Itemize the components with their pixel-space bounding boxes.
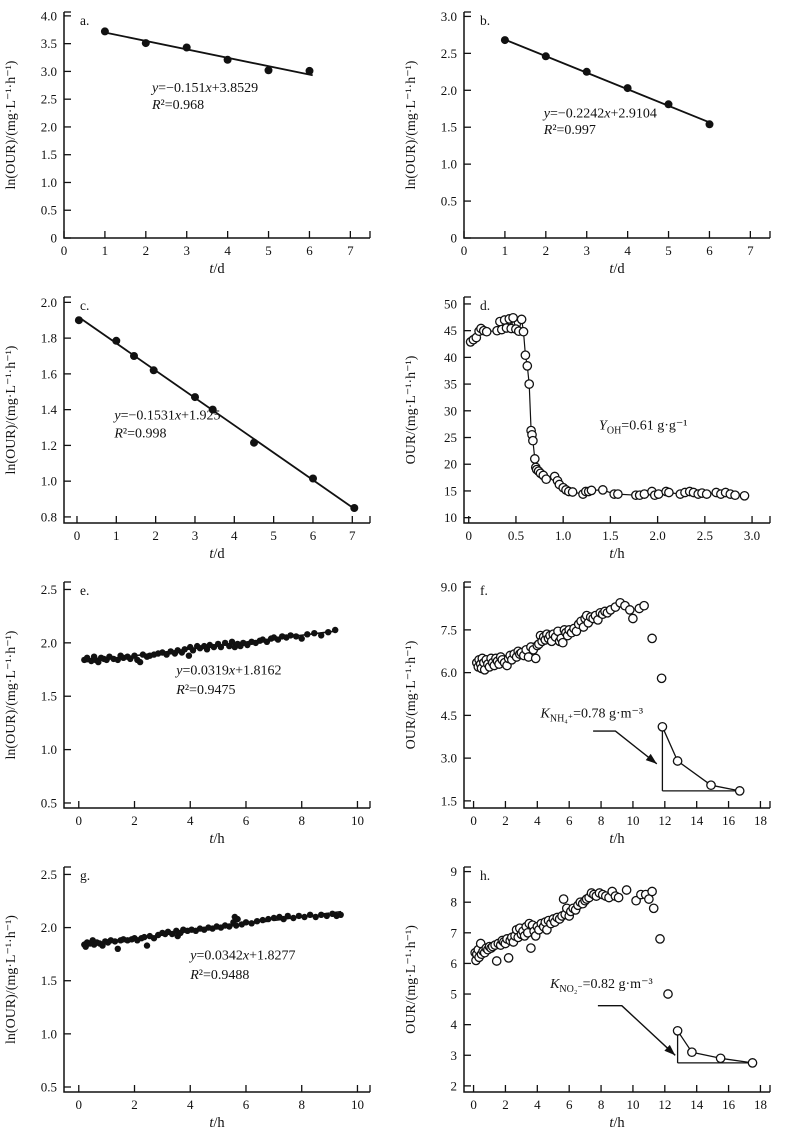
x-tick-label: 1.0: [555, 528, 572, 543]
data-point: [144, 942, 150, 948]
x-tick-label: 6: [565, 1097, 573, 1112]
y-tick-label: 30: [444, 403, 457, 419]
data-point: [318, 632, 324, 638]
annotation-text: R²=0.968: [151, 98, 205, 114]
data-point: [296, 913, 302, 919]
y-tick-label: 6: [450, 955, 457, 971]
y-tick-label: 9.0: [440, 579, 457, 595]
y-tick-label: 1.5: [40, 147, 57, 163]
y-tick-label: 1.0: [40, 1026, 57, 1042]
x-axis-label: t/d: [609, 261, 625, 277]
data-point: [301, 914, 307, 920]
data-points: [101, 27, 314, 75]
x-axis-label: t/h: [209, 831, 225, 847]
annotation-text: y=0.0319x+1.8162: [176, 663, 282, 679]
x-tick-label: 0: [460, 243, 468, 258]
x-tick-label: 4: [534, 813, 541, 828]
x-tick-label: 7: [349, 528, 356, 543]
y-tick-label: 2.0: [40, 920, 57, 936]
data-point: [626, 606, 634, 614]
y-tick-label: 0.5: [440, 193, 457, 209]
y-tick-label: 2: [450, 1078, 457, 1094]
y-tick-label: 0: [50, 230, 57, 246]
x-axis-label: t/h: [609, 1115, 625, 1131]
x-tick-label: 5: [665, 243, 672, 258]
x-tick-label: 12: [658, 1097, 672, 1112]
data-point: [740, 492, 748, 500]
y-tick-label: 1.4: [40, 402, 57, 418]
y-tick-label: 2.0: [40, 119, 57, 135]
x-tick-label: 4: [231, 528, 238, 543]
y-tick-label: 0.5: [40, 1079, 57, 1095]
x-axis-label: t/d: [209, 546, 225, 562]
y-axis-label: ln(OUR)/(mg·L⁻¹·h⁻¹): [4, 915, 19, 1044]
x-tick-label: 2: [142, 243, 150, 258]
y-tick-label: 3.0: [40, 63, 57, 79]
y-tick-label: 4.0: [40, 8, 57, 24]
data-points: [81, 627, 338, 666]
data-point: [137, 659, 143, 665]
data-point: [112, 337, 120, 345]
data-point: [271, 915, 277, 921]
data-point: [318, 912, 324, 918]
chart-panel-g: [0, 855, 400, 1134]
data-point: [527, 944, 535, 952]
data-point: [568, 488, 576, 496]
data-point: [519, 328, 527, 336]
annotation-text: $Y_{OH}=0.61$ g·g⁻¹: [599, 418, 688, 437]
x-tick-label: 1: [113, 528, 120, 543]
x-tick-label: 0: [75, 813, 83, 828]
x-axis-label: t/h: [209, 1115, 225, 1131]
y-tick-label: 1.0: [440, 156, 457, 172]
x-tick-label: 2: [542, 243, 550, 258]
data-point: [307, 912, 313, 918]
x-tick-label: 6: [706, 243, 713, 258]
data-point: [532, 654, 540, 662]
data-point: [707, 781, 715, 789]
x-tick-label: 8: [597, 1097, 605, 1112]
annotation-text: y=−0.2242x+2.9104: [543, 106, 657, 122]
axes: [464, 12, 770, 238]
data-point: [559, 895, 567, 903]
data-point: [542, 52, 550, 60]
y-tick-label: 2.0: [40, 294, 57, 310]
data-point: [350, 504, 358, 512]
x-axis-label: t/h: [609, 831, 625, 847]
annotation-text: R²=0.998: [114, 426, 167, 442]
data-point: [648, 887, 656, 895]
x-tick-label: 14: [690, 813, 704, 828]
data-point: [517, 315, 525, 323]
x-tick-label: 2.0: [649, 528, 666, 543]
x-tick-label: 10: [350, 813, 364, 828]
x-tick-label: 1.5: [602, 528, 619, 543]
annotation-arrow: [598, 1006, 675, 1056]
panel-e: [0, 570, 400, 855]
annotation-text: $K_{NH_4^+}=0.78$ g·m⁻³: [540, 706, 644, 725]
y-tick-label: 3.0: [440, 8, 457, 24]
y-axis-label: OUR/(mg·L⁻¹·h⁻¹): [404, 925, 419, 1034]
panel-letter: a.: [80, 13, 90, 28]
x-tick-label: 10: [626, 813, 640, 828]
data-point: [248, 920, 254, 926]
y-axis-label: ln(OUR)/(mg·L⁻¹·h⁻¹): [4, 345, 19, 475]
y-axis-label: ln(OUR)/(mg·L⁻¹·h⁻¹): [4, 60, 19, 190]
x-tick-label: 4: [224, 243, 231, 258]
panel-b: [400, 0, 800, 285]
arrow-head: [646, 754, 657, 764]
x-tick-label: 0: [465, 528, 472, 543]
y-tick-label: 8: [450, 894, 457, 910]
data-point: [656, 935, 664, 943]
panel-letter: b.: [480, 13, 491, 28]
chart-panel-e: [0, 570, 400, 850]
x-tick-label: 6: [565, 813, 573, 828]
y-tick-label: 35: [444, 376, 457, 392]
data-points: [473, 599, 744, 796]
y-tick-label: 7.5: [440, 622, 457, 638]
y-tick-label: 15: [444, 483, 457, 499]
y-tick-label: 1.5: [440, 119, 457, 135]
y-axis-label: ln(OUR)/(mg·L⁻¹·h⁻¹): [404, 60, 419, 190]
y-tick-label: 5: [450, 986, 457, 1002]
x-tick-label: 10: [350, 1097, 364, 1112]
data-point: [293, 633, 299, 639]
data-point: [501, 36, 509, 44]
data-point: [640, 602, 648, 610]
data-point: [299, 635, 305, 641]
x-tick-label: 8: [597, 813, 605, 828]
y-tick-label: 2.0: [440, 82, 457, 98]
data-point: [658, 723, 666, 731]
x-tick-label: 0.5: [507, 528, 525, 543]
data-point: [648, 634, 656, 642]
x-tick-label: 2: [152, 528, 159, 543]
data-point: [523, 362, 531, 370]
data-point: [736, 787, 744, 795]
data-point: [224, 56, 232, 64]
data-point: [265, 916, 271, 922]
x-tick-label: 8: [298, 1097, 305, 1112]
x-tick-label: 7: [347, 243, 354, 258]
data-point: [673, 757, 681, 765]
data-point: [748, 1059, 756, 1067]
x-tick-label: 2: [131, 813, 138, 828]
axes: [464, 582, 770, 808]
x-tick-label: 3: [183, 243, 190, 258]
chart-panel-c: [0, 285, 400, 565]
chart-panel-f: [400, 570, 800, 850]
trend-line: [678, 1031, 753, 1063]
data-point: [665, 100, 673, 108]
y-tick-label: 1.2: [40, 437, 57, 453]
annotation-text: y=−0.151x+3.8529: [151, 80, 259, 96]
data-point: [115, 946, 121, 952]
y-tick-label: 7: [450, 925, 457, 941]
y-tick-label: 3: [450, 1047, 457, 1063]
data-point: [688, 1048, 696, 1056]
data-point: [614, 893, 622, 901]
y-tick-label: 4.5: [440, 707, 457, 723]
x-tick-label: 18: [753, 813, 767, 828]
y-tick-label: 1.5: [40, 973, 57, 989]
x-tick-label: 6: [306, 243, 313, 258]
data-line: [471, 318, 745, 496]
data-point: [101, 27, 109, 35]
y-tick-label: 25: [444, 430, 457, 446]
y-tick-label: 0: [450, 230, 457, 246]
data-point: [657, 674, 665, 682]
y-tick-label: 45: [444, 323, 457, 339]
x-tick-label: 5: [270, 528, 277, 543]
data-point: [624, 84, 632, 92]
data-point: [673, 1027, 681, 1035]
chart-panel-a: [0, 0, 400, 280]
x-tick-label: 4: [624, 243, 631, 258]
data-point: [311, 630, 317, 636]
y-axis-label: ln(OUR)/(mg·L⁻¹·h⁻¹): [4, 630, 19, 760]
data-point: [622, 886, 630, 894]
data-point: [325, 629, 331, 635]
x-tick-label: 0: [470, 813, 477, 828]
x-tick-label: 12: [658, 813, 672, 828]
panel-g: [0, 855, 400, 1139]
data-point: [304, 631, 310, 637]
data-point: [665, 488, 673, 496]
data-points: [466, 314, 748, 500]
y-axis-label: OUR/(mg·L⁻¹·h⁻¹): [404, 640, 419, 750]
y-tick-label: 0.8: [40, 509, 57, 525]
x-tick-label: 16: [722, 813, 736, 828]
panel-letter: g.: [80, 868, 91, 883]
data-point: [716, 1054, 724, 1062]
x-tick-label: 3.0: [743, 528, 761, 543]
data-point: [75, 316, 83, 324]
data-point: [650, 904, 658, 912]
x-tick-label: 2: [502, 813, 509, 828]
data-point: [285, 913, 291, 919]
data-point: [243, 919, 249, 925]
panel-f: [400, 570, 800, 855]
y-tick-label: 2.5: [440, 45, 457, 61]
data-point: [583, 68, 591, 76]
data-point: [587, 486, 595, 494]
x-tick-label: 6: [242, 813, 250, 828]
x-axis-label: t/d: [209, 261, 225, 277]
data-point: [265, 66, 273, 74]
data-point: [664, 990, 672, 998]
x-tick-label: 3: [191, 528, 199, 543]
data-point: [614, 490, 622, 498]
annotation-text: y=−0.1531x+1.925: [114, 408, 221, 424]
data-point: [234, 916, 240, 922]
y-tick-label: 3.0: [440, 750, 457, 766]
data-point: [338, 912, 344, 918]
data-point: [629, 614, 637, 622]
data-point: [313, 914, 319, 920]
data-point: [324, 913, 330, 919]
y-tick-label: 40: [444, 349, 457, 365]
x-tick-label: 1: [101, 243, 109, 258]
data-point: [250, 439, 258, 447]
data-point: [529, 437, 537, 445]
data-point: [260, 917, 266, 923]
x-tick-label: 0: [470, 1097, 477, 1112]
data-points: [81, 911, 344, 952]
data-point: [521, 351, 529, 359]
panel-a: [0, 0, 400, 285]
y-tick-label: 1.5: [440, 793, 457, 809]
data-point: [183, 44, 191, 52]
x-tick-label: 2: [502, 1097, 509, 1112]
x-tick-label: 0: [60, 243, 68, 258]
y-tick-label: 2.0: [40, 635, 57, 651]
x-axis-label: t/h: [609, 546, 625, 562]
panel-letter: h.: [480, 868, 491, 883]
y-tick-label: 1.0: [40, 174, 57, 190]
y-tick-label: 2.5: [40, 91, 57, 107]
data-point: [186, 653, 192, 659]
data-point: [483, 328, 491, 336]
data-point: [504, 954, 512, 962]
annotation-text: y=0.0342x+1.8277: [190, 948, 296, 964]
x-tick-label: 0: [73, 528, 81, 543]
y-tick-label: 1.0: [40, 742, 57, 758]
data-point: [191, 393, 199, 401]
panel-d: [400, 285, 800, 570]
data-point: [112, 938, 118, 944]
y-tick-label: 0.5: [40, 795, 57, 811]
x-tick-label: 18: [753, 1097, 767, 1112]
panel-letter: f.: [480, 583, 488, 598]
panel-letter: e.: [80, 583, 90, 598]
annotation-text: R²=0.997: [543, 122, 596, 138]
data-point: [531, 455, 539, 463]
y-tick-label: 9: [450, 864, 457, 880]
data-point: [141, 934, 147, 940]
data-point: [309, 475, 317, 483]
x-tick-label: 5: [265, 243, 272, 258]
data-point: [525, 380, 533, 388]
y-tick-label: 50: [444, 296, 457, 312]
data-point: [706, 120, 714, 128]
data-point: [731, 491, 739, 499]
x-tick-label: 16: [722, 1097, 736, 1112]
x-tick-label: 14: [690, 1097, 704, 1112]
data-point: [306, 67, 314, 75]
x-tick-label: 2.5: [696, 528, 713, 543]
data-point: [233, 922, 239, 928]
x-tick-label: 2: [131, 1097, 138, 1112]
x-tick-label: 1: [501, 243, 509, 258]
axes: [64, 12, 370, 238]
x-tick-label: 8: [298, 813, 305, 828]
x-tick-label: 4: [186, 813, 194, 828]
data-point: [332, 627, 338, 633]
panel-h: [400, 855, 800, 1139]
y-tick-label: 0.5: [40, 202, 57, 218]
data-point: [142, 39, 150, 47]
data-point: [542, 475, 550, 483]
y-tick-label: 1.0: [40, 473, 57, 489]
x-tick-label: 6: [242, 1097, 250, 1112]
annotation-text: R²=0.9475: [176, 683, 236, 699]
x-tick-label: 4: [186, 1097, 194, 1112]
y-axis-label: OUR/(mg·L⁻¹·h⁻¹): [404, 355, 419, 465]
chart-panel-b: [400, 0, 800, 280]
y-tick-label: 2.5: [40, 581, 57, 597]
x-tick-label: 6: [309, 528, 317, 543]
y-tick-label: 6.0: [440, 665, 457, 681]
data-point: [290, 915, 296, 921]
x-tick-label: 7: [747, 243, 754, 258]
data-point: [150, 366, 158, 374]
panel-letter: c.: [80, 298, 90, 313]
y-tick-label: 4: [450, 1017, 457, 1033]
x-tick-label: 10: [626, 1097, 640, 1112]
chart-panel-h: [400, 855, 800, 1134]
annotation-text: $K_{NO_2^-}=0.82$ g·m⁻³: [550, 976, 653, 995]
data-point: [182, 646, 188, 652]
chart-panel-d: [400, 285, 800, 565]
trend-line: [105, 33, 313, 76]
data-point: [287, 632, 293, 638]
x-tick-label: 4: [534, 1097, 541, 1112]
data-point: [599, 486, 607, 494]
x-tick-label: 0: [75, 1097, 83, 1112]
y-tick-label: 1.5: [40, 688, 57, 704]
data-point: [254, 918, 260, 924]
y-tick-label: 3.5: [40, 36, 57, 52]
x-tick-label: 3: [583, 243, 590, 258]
data-point: [493, 957, 501, 965]
annotation-text: R²=0.9488: [190, 968, 250, 984]
y-tick-label: 2.5: [40, 866, 57, 882]
data-point: [703, 490, 711, 498]
y-tick-label: 1.6: [40, 366, 57, 382]
y-tick-label: 20: [444, 456, 457, 472]
panel-c: [0, 285, 400, 570]
y-tick-label: 1.8: [40, 330, 57, 346]
data-point: [509, 314, 517, 322]
data-point: [130, 352, 138, 360]
panel-letter: d.: [480, 298, 491, 313]
y-tick-label: 10: [444, 510, 457, 526]
